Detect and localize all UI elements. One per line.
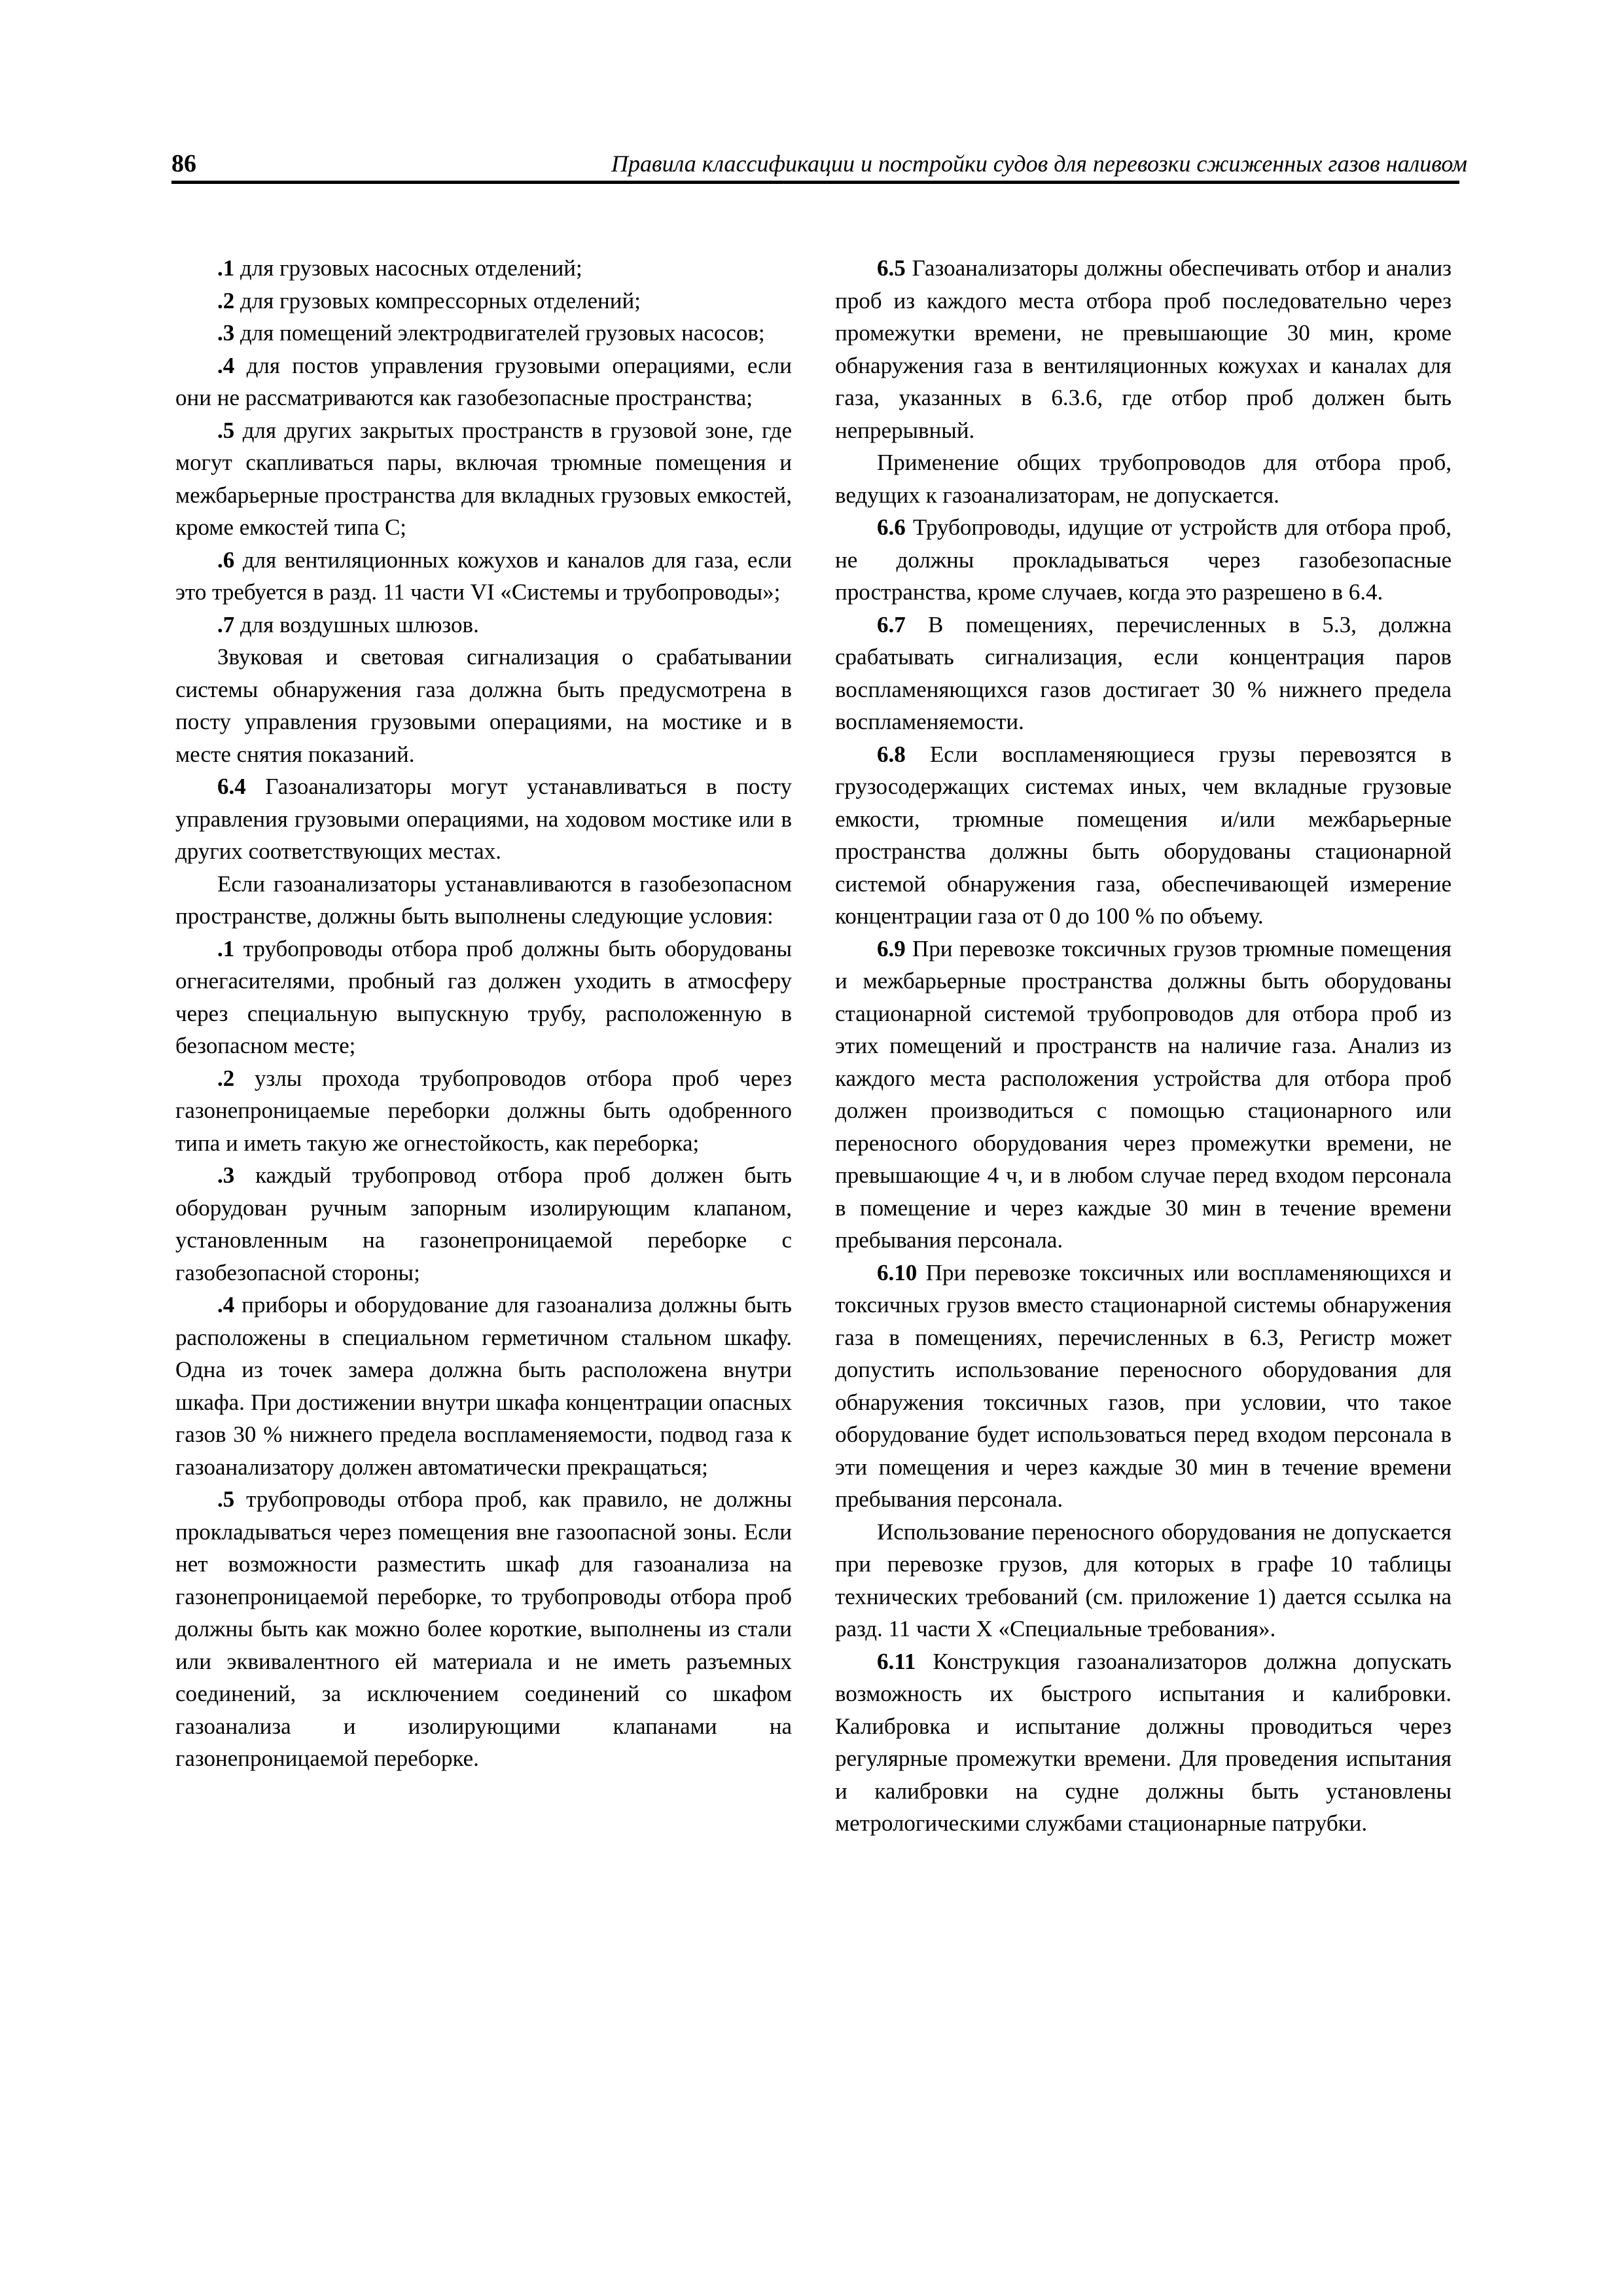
paragraph: .7 для воздушных шлюзов.	[217, 611, 479, 637]
paragraph: 6.9 При перевозке токсичных грузов трюмные помещения и межбарьерные пространства должны быть оборудованы стационарной системой трубопроводов для отбора проб из этих помещений и пространств на наличие газа. Анализ из каждого места расположения устройства для отбора проб должен производиться с помощью стационарного или переносного оборудования через промежутки времени, не превышающие 4 ч, и в любом случае перед входом персонала в помещение и через каждые 30 мин в течение времени пребывания персонала.	[835, 935, 1452, 1253]
paragraph: 6.7 В помещениях, перечисленных в 5.3, должна срабатывать сигнализация, если концентрация паров воспламеняющихся газов достигает 30 % нижнего предела воспламеняемости.	[835, 611, 1452, 734]
paragraph: .1 для грузовых насосных отделений;	[217, 255, 582, 281]
header-rule	[171, 181, 1459, 184]
paragraph: Использование переносного оборудования не допускается при перевозке грузов, для которых в графе 10 таблицы технических требований (см. приложение 1) дается ссылка на разд. 11 части X «Специальные требования».	[835, 1518, 1452, 1641]
page-header	[171, 145, 1467, 182]
paragraph: 6.10 При перевозке токсичных или воспламеняющихся и токсичных грузов вместо стационарной системы обнаружения газа в помещениях, перечисленных в 6.3, Регистр может допустить использование переносного оборудования для обнаружения токсичных газов, при условии, что такое оборудование будет использоваться перед входом персонала в эти помещения и через каждые 30 мин в течение времени пребывания персонала.	[835, 1259, 1452, 1512]
paragraph: Если газоанализаторы устанавливаются в газобезопасном пространстве, должны быть выполнены следующие условия:	[175, 870, 792, 929]
paragraph: .3 для помещений электродвигателей грузовых насосов;	[217, 320, 765, 346]
paragraph: Применение общих трубопроводов для отбора проб, ведущих к газоанализаторам, не допускается.	[835, 450, 1452, 508]
paragraph: .5 трубопроводы отбора проб, как правило, не должны прокладываться через помещения вне газоопасной зоны. Если нет возможности разместить шкаф для газоанализа на газонепроницаемой переборке, то трубопроводы отбора проб должны быть как можно более короткие, выполнены из стали или эквивалентного ей материала и не иметь разъемных соединений, за исключением соединений со шкафом газоанализа и изолирующими клапанами на газонепроницаемой переборке.	[175, 1486, 792, 1771]
right-column	[835, 252, 1452, 1840]
paragraph: 6.4 Газоанализаторы могут устанавливаться в посту управления грузовыми операциями, на ходовом мостике или в других соответствующих местах.	[175, 774, 792, 864]
paragraph: .4 приборы и оборудование для газоанализа должны быть расположены в специальном герметичном стальном шкафу. Одна из точек замера должна быть расположена внутри шкафа. При достижении внутри шкафа концентрации опасных газов 30 % нижнего предела воспламеняемости, подвод газа к газоанализатору должен автоматически прекращаться;	[175, 1292, 792, 1480]
paragraph: 6.11 Конструкция газоанализаторов должна допускать возможность их быстрого испытания и калибровки. Калибровка и испытание должны проводиться через регулярные промежутки времени. Для проведения испытания и калибровки на судне должны быть установлены метрологическими службами стационарные патрубки.	[835, 1648, 1452, 1836]
paragraph: .6 для вентиляционных кожухов и каналов для газа, если это требуется в разд. 11 части VI «Системы и трубопроводы»;	[175, 547, 792, 605]
paragraph: 6.6 Трубопроводы, идущие от устройств для отбора проб, не должны прокладываться через газобезопасные пространства, кроме случаев, когда это разрешено в 6.4.	[835, 514, 1452, 605]
left-column	[175, 252, 792, 1775]
paragraph: 6.8 Если воспламеняющиеся грузы перевозятся в грузосодержащих системах иных, чем вкладные грузовые емкости, трюмные помещения и/или межбарьерные пространства должны быть оборудованы стационарной системой обнаружения газа, обеспечивающей измерение концентрации газа от 0 до 100 % по объему.	[835, 741, 1452, 929]
page-number: 86	[171, 150, 196, 177]
running-title: Правила классификации и постройки судов для перевозки сжиженных газов наливом	[611, 151, 1467, 177]
paragraph: 6.5 Газоанализаторы должны обеспечивать отбор и анализ проб из каждого места отбора проб последовательно через промежутки времени, не превышающие 30 мин, кроме обнаружения газа в вентиляционных кожухах и каналах для газа, указанных в 6.3.6, где отбор проб должен быть непрерывный.	[835, 255, 1452, 443]
paragraph: .3 каждый трубопровод отбора проб должен быть оборудован ручным запорным изолирующим клапаном, установленным на газонепроницаемой переборке с газобезопасной стороны;	[175, 1162, 792, 1285]
paragraph: .4 для постов управления грузовыми операциями, если они не рассматриваются как газобезопасные пространства;	[175, 352, 792, 410]
paragraph: .2 узлы прохода трубопроводов отбора проб через газонепроницаемые переборки должны быть одобренного типа и иметь такую же огнестойкость, как переборка;	[175, 1065, 792, 1156]
paragraph: .5 для других закрытых пространств в грузовой зоне, где могут скапливаться пары, включая трюмные помещения и межбарьерные пространства для вкладных грузовых емкостей, кроме емкостей типа С;	[175, 417, 792, 540]
paragraph: Звуковая и световая сигнализация о срабатывании системы обнаружения газа должна быть предусмотрена в посту управления грузовыми операциями, на мостике и в месте снятия показаний.	[175, 644, 792, 767]
paragraph: .2 для грузовых компрессорных отделений;	[217, 287, 641, 314]
paragraph: .1 трубопроводы отбора проб должны быть оборудованы огнегасителями, пробный газ должен уходить в атмосферу через специальную выпускную трубу, расположенную в безопасном месте;	[175, 935, 792, 1058]
